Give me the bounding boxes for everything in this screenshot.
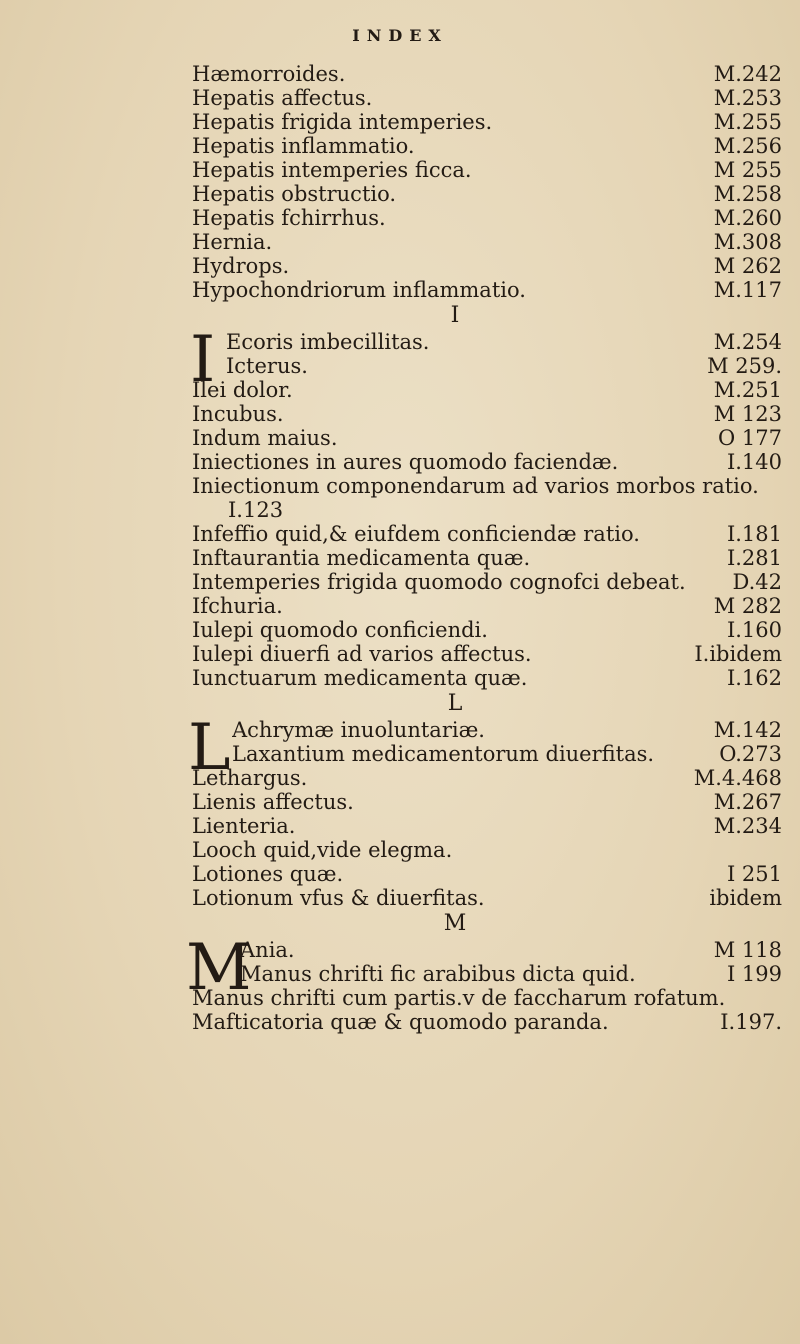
index-entry: Lotiones quæ. I 251: [192, 862, 782, 886]
index-entry: Ania. M 118: [240, 938, 782, 962]
index-entry: Hepatis intemperies ficca. M 255: [192, 158, 782, 182]
index-entry: Lienis affectus. M.267: [192, 790, 782, 814]
index-entry: Icterus. M 259.: [226, 354, 782, 378]
index-entry: Hydrops. M 262: [192, 254, 782, 278]
index-entry: Iulepi diuerfi ad varios affectus. I.ibidem: [192, 642, 782, 666]
index-entry: Lethargus. M.4.468: [192, 766, 782, 790]
index-entry: Iunctuarum medicamenta quæ. I.162: [192, 666, 782, 690]
index-entry: Lotionum vfus & diuerfitas. ibidem: [192, 886, 782, 910]
index-entry: Hepatis frigida intemperies. M.255: [192, 110, 782, 134]
index-entry: Infeffio quid,& eiufdem conficiendæ ratio. I.181: [192, 522, 782, 546]
drop-cap-l: L: [188, 711, 231, 785]
drop-cap-i: I: [190, 323, 216, 397]
index-entry: Incubus. M 123: [192, 402, 782, 426]
index-entry: Achrymæ inuoluntariæ. M.142: [232, 718, 782, 742]
drop-cap-m: M: [186, 931, 252, 1005]
index-entry: Indum maius. O 177: [192, 426, 782, 450]
index-entry: Lienteria. M.234: [192, 814, 782, 838]
section-letter-l: L: [447, 691, 463, 716]
index-entry: Manus chrifti fic arabibus dicta quid. I 199: [240, 962, 782, 986]
index-entry: Hepatis affectus. M.253: [192, 86, 782, 110]
index-entry: Inftaurantia medicamenta quæ. I.281: [192, 546, 782, 570]
index-entry: Hepatis obstructio. M.258: [192, 182, 782, 206]
index-entry: Mafticatoria quæ & quomodo paranda. I.197.: [192, 1010, 782, 1034]
index-entry: Ilei dolor. M.251: [192, 378, 782, 402]
index-entry: Ecoris imbecillitas. M.254: [226, 330, 782, 354]
index-entry: Ifchuria. M 282: [192, 594, 782, 618]
index-entry: Iulepi quomodo conficiendi. I.160: [192, 618, 782, 642]
index-entry: Hepatis fchirrhus. M.260: [192, 206, 782, 230]
index-entry: Laxantium medicamentorum diuerfitas. O.273: [232, 742, 782, 766]
index-entry-long-ref: I.123: [228, 498, 284, 522]
index-entry: Intemperies frigida quomodo cognofci debeat. D.42: [192, 570, 782, 594]
index-entry: Hepatis inflammatio. M.256: [192, 134, 782, 158]
running-header: INDEX: [352, 26, 448, 45]
section-letter-m: M: [443, 911, 467, 936]
index-entry: Hæmorroides. M.242: [192, 62, 782, 86]
index-entry: Iniectiones in aures quomodo faciendæ. I.140: [192, 450, 782, 474]
section-letter-i: I: [450, 303, 460, 328]
index-entry-long: Iniectionum componendarum ad varios morbos ratio.: [192, 474, 759, 498]
index-entry: Hypochondriorum inflammatio. M.117: [192, 278, 782, 302]
index-entry: Hernia. M.308: [192, 230, 782, 254]
index-entry: Manus chrifti cum partis.v de faccharum rofatum.: [192, 986, 726, 1010]
index-entry: Looch quid,vide elegma.: [192, 838, 453, 862]
